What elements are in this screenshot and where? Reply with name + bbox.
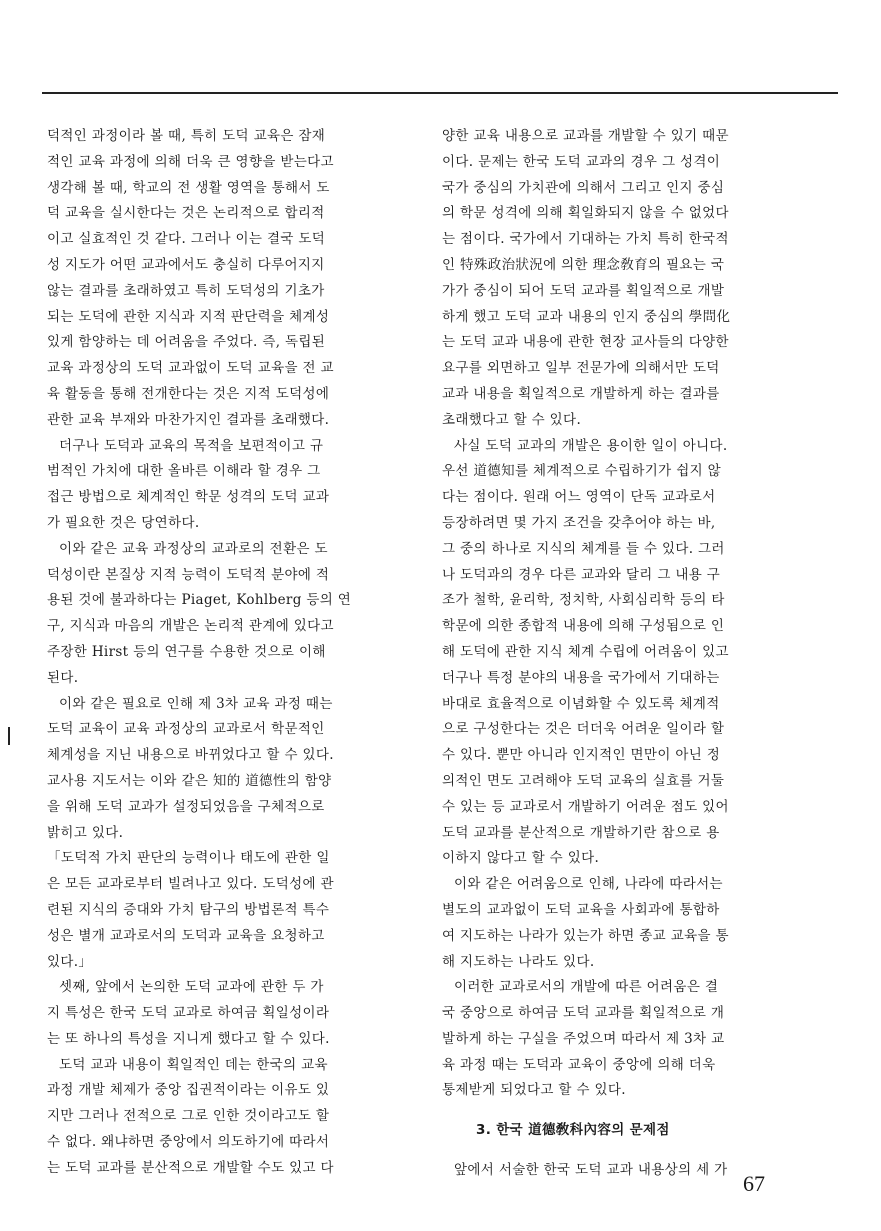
paragraph-line: 교사용 지도서는 이와 같은 知的 道德性의 함양 — [47, 772, 332, 789]
paragraph-line: 앞에서 서술한 한국 도덕 교과 내용상의 세 가 — [454, 1162, 728, 1179]
paragraph-line: 밝히고 있다. — [47, 824, 124, 841]
paragraph-line: 등장하려면 몇 가지 조건을 갖추어야 하는 바, — [442, 514, 716, 531]
paragraph-line: 과정 개발 체제가 중앙 집권적이라는 이유도 있 — [47, 1082, 330, 1099]
paragraph-line: 은 모든 교과로부터 빌려나고 있다. 도덕성에 관 — [47, 876, 334, 893]
paragraph-line: 나 도덕과의 경우 다른 교과와 달리 그 내용 구 — [442, 566, 721, 583]
paragraph-line: 있게 함양하는 데 어려움을 주었다. 즉, 독립된 — [47, 334, 326, 351]
paragraph-line: 인 特殊政治狀況에 의한 理念敎育의 필요는 국 — [442, 256, 725, 273]
paragraph-line: 더구나 특정 분야의 내용을 국가에서 기대하는 — [442, 669, 720, 686]
paragraph-line: 수 없다. 왜냐하면 중앙에서 의도하기에 따라서 — [47, 1134, 330, 1151]
paragraph-line: 범적인 가치에 대한 올바른 이해라 할 경우 그 — [47, 463, 321, 480]
paragraph-line: 바대로 효율적으로 이념화할 수 있도록 체계적 — [442, 695, 720, 712]
paragraph-line: 되는 도덕에 관한 지식과 지적 판단력을 체계성 — [47, 308, 330, 325]
paragraph-line: 있다.」 — [47, 953, 93, 970]
paragraph-line: 육 활동을 통해 전개한다는 것은 지적 도덕성에 — [47, 385, 330, 402]
paragraph-line: 이와 같은 어려움으로 인해, 나라에 따라서는 — [454, 876, 723, 893]
paragraph-line: 더구나 도덕과 교육의 목적을 보편적이고 규 — [59, 437, 324, 454]
paragraph-line: 관한 교육 부재와 마찬가지인 결과를 초래했다. — [47, 411, 330, 428]
paragraph-line: 사실 도덕 교과의 개발은 용이한 일이 아니다. — [454, 437, 728, 454]
paragraph-line: 이와 같은 교육 과정상의 교과로의 전환은 도 — [59, 540, 328, 557]
page-number: 67 — [743, 1171, 765, 1196]
paragraph-line: 가가 중심이 되어 도덕 교과를 획일적으로 개발 — [442, 282, 725, 299]
paragraph-line: 국가 중심의 가치관에 의해서 그리고 인지 중심 — [442, 179, 725, 196]
paragraph-line: 는 도덕 교과를 분산적으로 개발할 수도 있고 다 — [47, 1159, 334, 1176]
paragraph-line: 도덕 교과를 분산적으로 개발하기란 참으로 용 — [442, 824, 720, 841]
paragraph-line: 이다. 문제는 한국 도덕 교과의 경우 그 성격이 — [442, 153, 721, 170]
paragraph-line: 주장한 Hirst 등의 연구를 수용한 것으로 이해 — [47, 643, 326, 660]
paragraph-line: 요구를 외면하고 일부 전문가에 의해서만 도덕 — [442, 360, 720, 377]
paragraph-line: 초래했다고 할 수 있다. — [442, 411, 582, 428]
paragraph-line: 「도덕적 가치 판단의 능력이나 태도에 관한 일 — [47, 850, 330, 867]
paragraph-line: 덕 교육을 실시한다는 것은 논리적으로 합리적 — [47, 205, 325, 222]
section-heading: 3. 한국 道德敎科內容의 문제점 — [476, 1122, 670, 1139]
margin-mark — [8, 727, 10, 745]
paragraph-line: 는 점이다. 국가에서 기대하는 가치 특히 한국적 — [442, 231, 729, 248]
paragraph-line: 하게 했고 도덕 교과 내용의 인지 중심의 學問化 — [442, 308, 731, 325]
paragraph-line: 이하지 않다고 할 수 있다. — [442, 850, 600, 867]
paragraph-line: 접근 방법으로 체계적인 학문 성격의 도덕 교과 — [47, 489, 330, 506]
paragraph-line: 국 중앙으로 하여금 도덕 교과를 획일적으로 개 — [442, 1005, 725, 1022]
paragraph-line: 성 지도가 어떤 교과에서도 충실히 다루어지지 — [47, 256, 325, 273]
paragraph-line: 학문에 의한 종합적 내용에 의해 구성됨으로 인 — [442, 618, 725, 635]
right-column — [442, 124, 792, 1184]
paragraph-line: 여 지도하는 나라가 있는가 하면 종교 교육을 통 — [442, 927, 729, 944]
paragraph-line: 해 도덕에 관한 지식 체계 수립에 어려움이 있고 — [442, 643, 729, 660]
paragraph-line: 통제받게 되었다고 할 수 있다. — [442, 1082, 626, 1099]
paragraph-line: 지만 그러나 전적으로 그로 인한 것이라고도 할 — [47, 1108, 330, 1125]
paragraph-line: 는 또 하나의 특성을 지니게 했다고 할 수 있다. — [47, 1030, 330, 1047]
paragraph-line: 된다. — [47, 669, 79, 686]
paragraph-line: 그 중의 하나로 지식의 체계를 들 수 있다. 그러 — [442, 540, 725, 557]
paragraph-line: 교육 과정상의 도덕 교과없이 도덕 교육을 전 교 — [47, 360, 334, 377]
paragraph-line: 다는 점이다. 원래 어느 영역이 단독 교과로서 — [442, 489, 716, 506]
paragraph-line: 지 특성은 한국 도덕 교과로 하여금 획일성이라 — [47, 1005, 330, 1022]
paragraph-line: 덕적인 과정이라 볼 때, 특히 도덕 교육은 잠재 — [47, 128, 326, 144]
paragraph-line: 셋째, 앞에서 논의한 도덕 교과에 관한 두 가 — [59, 979, 324, 996]
paragraph-line: 성은 별개 교과로서의 도덕과 교육을 요청하고 — [47, 927, 325, 944]
paragraph-line: 으로 구성한다는 것은 더더욱 어려운 일이라 할 — [442, 721, 725, 738]
paragraph-line: 우선 道德知를 체계적으로 수립하기가 쉽지 않 — [442, 463, 722, 480]
paragraph-line: 는 도덕 교과 내용에 관한 현장 교사들의 다양한 — [442, 334, 729, 351]
paragraph-line: 구, 지식과 마음의 개발은 논리적 관계에 있다고 — [47, 618, 334, 635]
paragraph-line: 도덕 교육이 교육 과정상의 교과로서 학문적인 — [47, 721, 325, 738]
paragraph-line: 적인 교육 과정에 의해 더욱 큰 영향을 받는다고 — [47, 153, 334, 170]
paragraph-line: 을 위해 도덕 교과가 설정되었음을 구체적으로 — [47, 798, 325, 815]
paragraph-line: 양한 교육 내용으로 교과를 개발할 수 있기 때문 — [442, 128, 729, 144]
paragraph-line: 생각해 볼 때, 학교의 전 생활 영역을 통해서 도 — [47, 179, 330, 196]
paragraph-line: 조가 철학, 윤리학, 정치학, 사회심리학 등의 타 — [442, 592, 725, 609]
paragraph-line: 용된 것에 불과하다는 Piaget, Kohlberg 등의 연 — [47, 592, 352, 609]
paragraph-line: 발하게 하는 구실을 주었으며 따라서 제 3차 교 — [442, 1030, 725, 1047]
paragraph-line: 수 있다. 뿐만 아니라 인지적인 면만이 아닌 정 — [442, 747, 721, 764]
paragraph-line: 이러한 교과로서의 개발에 따른 어려움은 결 — [454, 979, 719, 996]
paragraph-line: 체계성을 지닌 내용으로 바뀌었다고 할 수 있다. — [47, 747, 334, 764]
header-rule — [42, 92, 838, 94]
paragraph-line: 련된 지식의 증대와 가치 탐구의 방법론적 특수 — [47, 901, 330, 918]
paragraph-line: 의 학문 성격에 의해 획일화되지 않을 수 없었다 — [442, 205, 729, 222]
paragraph-line: 도덕 교과 내용이 획일적인 데는 한국의 교육 — [59, 1056, 328, 1073]
paragraph-line: 의적인 면도 고려해야 도덕 교육의 실효를 거둘 — [442, 772, 725, 789]
paragraph-line: 해 지도하는 나라도 있다. — [442, 953, 595, 970]
paragraph-line: 수 있는 등 교과로서 개발하기 어려운 점도 있어 — [442, 798, 729, 815]
paragraph-line: 별도의 교과없이 도덕 교육을 사회과에 통합하 — [442, 901, 720, 918]
left-column — [47, 124, 397, 1182]
paragraph-line: 가 필요한 것은 당연하다. — [47, 514, 200, 531]
paragraph-line: 이와 같은 필요로 인해 제 3차 교육 과정 때는 — [59, 695, 333, 712]
paragraph-line: 교과 내용을 획일적으로 개발하게 하는 결과를 — [442, 385, 720, 402]
paragraph-line: 덕성이란 본질상 지적 능력이 도덕적 분야에 적 — [47, 566, 330, 583]
paragraph-line: 이고 실효적인 것 같다. 그러나 이는 결국 도덕 — [47, 231, 326, 248]
paragraph-line: 육 과정 때는 도덕과 교육이 중앙에 의해 더욱 — [442, 1056, 716, 1073]
paragraph-line: 않는 결과를 초래하였고 특히 도덕성의 기초가 — [47, 282, 325, 299]
